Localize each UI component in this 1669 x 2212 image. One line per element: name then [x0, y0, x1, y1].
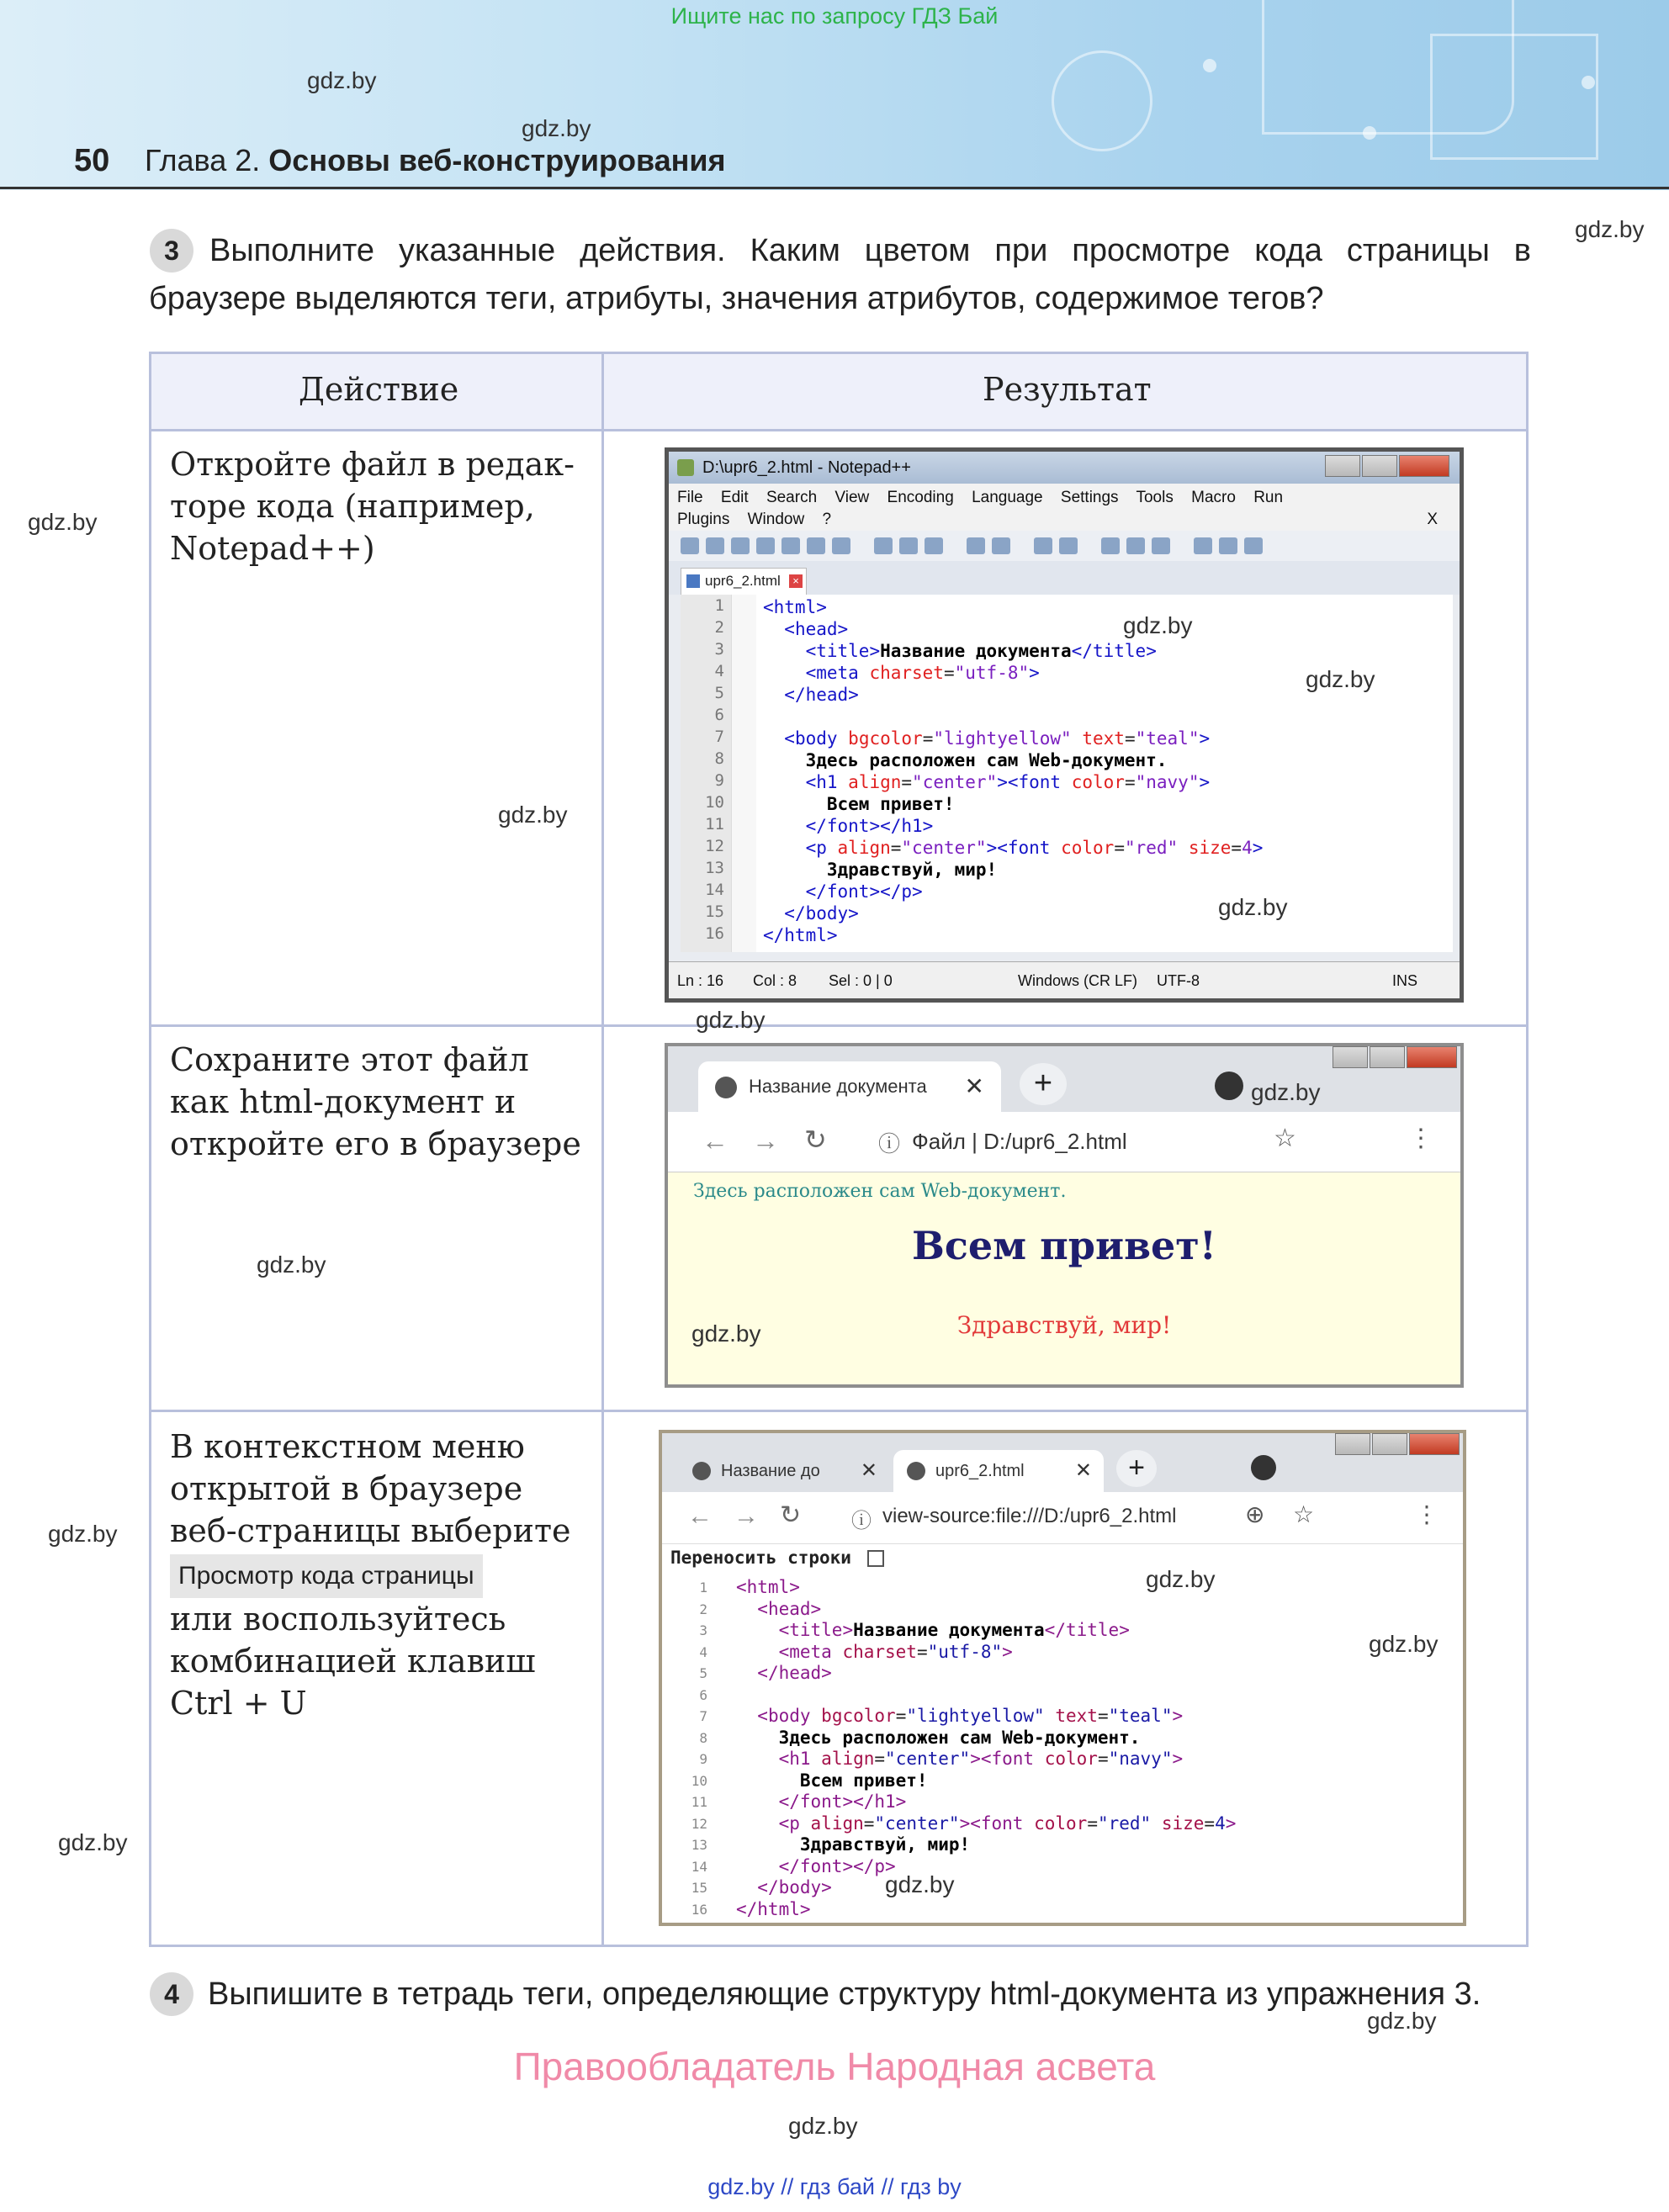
zoom-out-icon[interactable] — [1126, 537, 1145, 554]
back-icon[interactable]: ← — [702, 1125, 729, 1156]
menu-macro[interactable]: Macro — [1191, 489, 1236, 506]
copyright-owner: Правообладатель Народная асвета — [513, 2045, 1156, 2088]
line-number: 9 — [699, 1751, 707, 1767]
menu-window[interactable]: Window — [747, 511, 805, 528]
wrap-icon[interactable] — [1194, 537, 1212, 554]
action-text: или воспользуйтесь комбинацией клавиш Ctrl + U — [170, 1601, 536, 1722]
save-icon[interactable] — [731, 537, 750, 554]
watermark: gdz.by — [307, 67, 377, 93]
menu-file[interactable]: File — [677, 489, 703, 506]
status-encoding: UTF-8 — [1157, 972, 1200, 989]
top-note[interactable]: Ищите нас по запросу ГДЗ Бай — [670, 3, 999, 29]
code-line: </html> — [763, 925, 838, 945]
code-line: Здесь расположен сам Web-документ. — [763, 750, 1168, 770]
tab-label: upr6_2.html — [705, 573, 781, 589]
browser-window — [665, 1043, 1464, 1388]
table-row-3-action — [170, 1426, 591, 1724]
code-line: <h1 align="center"><font color="navy"> — [805, 772, 1211, 792]
status-mode: INS — [1392, 972, 1418, 989]
status-line: Ln : 16 — [677, 972, 724, 989]
source-line: </html> — [736, 1898, 811, 1919]
notepad-title: D:\upr6_2.html - Notepad++ — [702, 458, 911, 477]
watermark: gdz.by — [1369, 1631, 1439, 1657]
line-number: 7 — [714, 728, 724, 746]
source-code-view — [662, 1576, 1463, 1921]
copy-icon[interactable] — [899, 537, 918, 554]
source-line: </body> — [757, 1877, 832, 1897]
notepad-app-icon — [677, 459, 694, 476]
table-header-action: Действие — [299, 371, 459, 408]
source-line: </font></h1> — [778, 1791, 907, 1812]
indent-guide-icon[interactable] — [1219, 537, 1237, 554]
line-number: 8 — [699, 1729, 707, 1746]
line-number: 12 — [691, 1815, 707, 1832]
menu-tools[interactable]: Tools — [1136, 489, 1174, 506]
watermark: gdz.by — [1367, 2008, 1437, 2034]
notepad-toolbar — [669, 531, 1460, 561]
exercise-number-badge: 3 — [150, 229, 193, 273]
circuit-node — [1363, 126, 1376, 140]
notepad-menu-bar — [669, 484, 1460, 531]
line-number: 9 — [714, 771, 724, 790]
address-bar[interactable]: Файл | D:/upr6_2.html — [912, 1129, 1127, 1154]
line-number: 13 — [705, 859, 724, 877]
circuit-decoration — [1052, 50, 1152, 151]
browser-toolbar — [662, 1492, 1463, 1544]
browser-tab-strip — [668, 1046, 1460, 1112]
line-number: 13 — [691, 1837, 707, 1853]
macro-icon[interactable] — [1244, 537, 1263, 554]
table-row-2-action: Сохраните этот файл как html-документ и откройте его в браузере — [170, 1041, 581, 1162]
sync-icon[interactable] — [1152, 537, 1170, 554]
action-text: В контекстном меню открытой в браузере веб-страницы выберите — [170, 1428, 571, 1549]
header-rule — [0, 187, 1669, 189]
row-divider — [151, 1410, 1526, 1412]
maximize-icon[interactable] — [1362, 455, 1397, 477]
line-number: 15 — [705, 902, 724, 921]
line-number: 6 — [714, 706, 724, 724]
undo-icon[interactable] — [967, 537, 985, 554]
code-line: </body> — [784, 903, 859, 923]
window-controls — [1323, 455, 1449, 480]
watermark: gdz.by — [1218, 894, 1288, 920]
status-sel: Sel : 0 | 0 — [829, 972, 893, 989]
notepad-tab-bar — [669, 561, 1460, 595]
replace-icon[interactable] — [1059, 537, 1078, 554]
watermark: gdz.by — [788, 2113, 858, 2139]
line-number: 16 — [691, 1901, 707, 1918]
close-icon[interactable] — [1407, 1046, 1457, 1068]
line-number: 1 — [699, 1580, 707, 1595]
source-line: <meta charset="utf-8"> — [778, 1641, 1013, 1662]
code-line: <head> — [784, 619, 849, 639]
menu-settings[interactable]: Settings — [1060, 489, 1119, 506]
watermark: gdz.by — [696, 1007, 766, 1033]
watermark: gdz.by — [1251, 1079, 1321, 1105]
source-line: <body bgcolor="lightyellow" text="teal"> — [757, 1706, 1184, 1726]
code-line: <body bgcolor="lightyellow" text="teal"> — [784, 728, 1211, 749]
close-icon[interactable] — [1399, 455, 1449, 477]
view-source-menu-item: Просмотр кода страницы — [170, 1554, 483, 1598]
line-number: 8 — [714, 749, 724, 768]
menu-kebab-icon[interactable]: ⋮ — [1408, 1125, 1433, 1152]
exercise-4-text: Выпишите в тетрадь теги, определяющие структуру html-документа из упражнения 3. — [208, 1977, 1481, 2012]
line-number: 15 — [691, 1880, 707, 1896]
address-bar[interactable]: view-source:file:///D:/upr6_2.html — [882, 1505, 1177, 1527]
source-line: Всем привет! — [736, 1770, 928, 1791]
notepad-code-editor[interactable] — [681, 595, 1453, 952]
page-body-text: Здесь расположен сам Web-документ. — [693, 1181, 1067, 1202]
menu-language[interactable]: Language — [972, 489, 1043, 506]
watermark: gdz.by — [885, 1871, 955, 1897]
code-line: </head> — [784, 685, 859, 705]
line-number: 12 — [705, 837, 724, 855]
new-tab-icon[interactable]: + — [1116, 1450, 1157, 1487]
page-paragraph: Здравствуй, мир! — [956, 1311, 1172, 1339]
status-col: Col : 8 — [753, 972, 797, 989]
view-source-window — [659, 1430, 1466, 1926]
line-number: 5 — [714, 684, 724, 702]
row-divider — [151, 1024, 1526, 1027]
tab-close-icon[interactable]: ✕ — [964, 1073, 984, 1099]
notepad-title-bar — [669, 452, 1460, 484]
code-line: Здравствуй, мир! — [763, 860, 998, 880]
page-number: 50 — [74, 143, 110, 178]
menu-edit[interactable]: Edit — [720, 489, 749, 506]
watermark: gdz.by — [48, 1521, 118, 1547]
chapter-prefix: Глава 2. — [145, 143, 261, 177]
minimize-icon[interactable] — [1333, 1046, 1368, 1068]
line-wrap-checkbox[interactable] — [867, 1550, 884, 1567]
browser-toolbar — [668, 1112, 1460, 1172]
watermark: gdz.by — [522, 115, 591, 141]
chapter-title: Основы веб-конструирования — [268, 143, 726, 177]
table-row-1-action: Откройте файл в редакторе кода (например, Notepad++) — [170, 446, 575, 567]
code-line: </font></p> — [805, 881, 923, 902]
forward-icon[interactable]: → — [734, 1502, 759, 1530]
source-line: Здесь расположен сам Web-документ. — [736, 1727, 1141, 1748]
tab-close-icon[interactable]: × — [789, 574, 803, 588]
code-line: <html> — [763, 597, 827, 617]
menu-search[interactable]: Search — [766, 489, 818, 506]
line-number: 1 — [714, 596, 724, 615]
close-icon[interactable] — [1409, 1433, 1460, 1455]
browser-tab-active[interactable] — [893, 1450, 1104, 1492]
close-doc-icon[interactable]: X — [1427, 511, 1438, 528]
watermark: gdz.by — [1575, 216, 1645, 242]
code-line: <p align="center"><font color="red" size=4> — [805, 838, 1264, 858]
paste-icon[interactable] — [925, 537, 943, 554]
globe-icon — [715, 1077, 737, 1098]
status-eol: Windows (CR LF) — [1018, 972, 1138, 989]
reload-icon[interactable]: ↻ — [804, 1125, 827, 1155]
source-line: </font></p> — [778, 1855, 896, 1876]
watermark: gdz.by — [1306, 666, 1375, 692]
new-file-icon[interactable] — [681, 537, 699, 554]
fold-margin — [731, 595, 756, 952]
find-icon[interactable] — [1034, 537, 1052, 554]
code-line: </font></h1> — [805, 816, 934, 836]
menu-kebab-icon[interactable]: ⋮ — [1415, 1501, 1439, 1527]
forward-icon[interactable]: → — [752, 1125, 779, 1156]
line-number: 2 — [714, 618, 724, 637]
tab-upr6-2[interactable] — [681, 568, 807, 595]
line-number: 2 — [699, 1601, 707, 1617]
minimize-icon[interactable] — [1335, 1433, 1370, 1455]
profile-icon[interactable] — [1251, 1455, 1276, 1480]
circuit-decoration — [1430, 34, 1598, 160]
save-all-icon[interactable] — [756, 537, 775, 554]
circuit-node — [1203, 59, 1216, 72]
line-number: 14 — [705, 881, 724, 899]
reload-icon[interactable]: ↻ — [780, 1501, 802, 1529]
profile-icon[interactable] — [1215, 1072, 1243, 1100]
redo-icon[interactable] — [992, 537, 1010, 554]
line-number: 11 — [691, 1794, 707, 1810]
line-number: 14 — [691, 1858, 707, 1875]
menu-encoding[interactable]: Encoding — [887, 489, 954, 506]
browser-tab-strip — [662, 1433, 1463, 1492]
close-all-icon[interactable] — [807, 537, 825, 554]
column-divider — [601, 354, 604, 1945]
watermark: gdz.by — [1123, 612, 1193, 638]
watermark: gdz.by — [1146, 1566, 1216, 1592]
circuit-node — [1582, 76, 1595, 89]
source-line: Здравствуй, мир! — [736, 1834, 971, 1855]
globe-icon — [692, 1462, 711, 1480]
watermark: gdz.by — [498, 802, 568, 828]
line-wrap-option[interactable] — [670, 1548, 884, 1568]
minimize-icon[interactable] — [1325, 455, 1360, 477]
new-tab-icon[interactable]: + — [1020, 1063, 1067, 1105]
line-number: 6 — [699, 1686, 707, 1703]
zoom-icon[interactable]: ⊕ — [1245, 1501, 1265, 1527]
source-line: <head> — [757, 1598, 822, 1619]
close-file-icon[interactable] — [782, 537, 800, 554]
window-controls — [1331, 1046, 1457, 1072]
table-header-result: Результат — [983, 371, 1152, 408]
page-heading: Всем привет! — [911, 1223, 1216, 1268]
browser-tab[interactable] — [698, 1061, 1001, 1112]
menu-help[interactable]: ? — [822, 511, 832, 528]
menu-plugins[interactable]: Plugins — [677, 511, 730, 528]
browser-tab-title: Название документа — [749, 1076, 927, 1097]
bookmark-star-icon[interactable]: ☆ — [1274, 1125, 1296, 1152]
tab-title: Название до — [721, 1462, 820, 1480]
print-icon[interactable] — [832, 537, 850, 554]
code-line: <title>Название документа</title> — [805, 641, 1157, 661]
line-number: 4 — [714, 662, 724, 680]
source-line: <html> — [736, 1577, 800, 1597]
open-file-icon[interactable] — [706, 537, 724, 554]
browser-tab-inactive[interactable] — [679, 1450, 889, 1492]
chapter-heading — [145, 143, 726, 178]
watermark: gdz.by — [28, 509, 98, 535]
line-number: 10 — [691, 1772, 707, 1789]
tab-close-icon[interactable]: ✕ — [1074, 1459, 1092, 1482]
cut-icon[interactable] — [874, 537, 893, 554]
back-icon[interactable]: ← — [687, 1502, 713, 1530]
code-line: <meta charset="utf-8"> — [805, 663, 1040, 683]
line-number: 3 — [699, 1622, 707, 1638]
window-controls — [1333, 1433, 1460, 1458]
tab-close-icon[interactable]: ✕ — [860, 1459, 877, 1482]
line-number: 11 — [705, 815, 724, 833]
watermark: gdz.by — [58, 1829, 128, 1855]
line-number: 4 — [699, 1643, 707, 1660]
zoom-in-icon[interactable] — [1101, 537, 1120, 554]
exercise-3-text: Выполните указанные действия. Каким цветом при просмотре кода страницы в браузере выделяются теги, атрибуты, значения атрибутов, содержимое тегов? — [149, 233, 1531, 316]
line-number: 10 — [705, 793, 724, 812]
file-icon — [686, 574, 700, 588]
globe-icon — [907, 1462, 925, 1480]
source-line: <p align="center"><font color="red" size=4> — [778, 1812, 1237, 1834]
line-number: 7 — [699, 1708, 707, 1724]
source-line: <title>Название документа</title> — [778, 1620, 1130, 1640]
footer-links[interactable]: gdz.by // гдз бай // гдз by — [707, 2174, 962, 2199]
exercise-number-badge: 4 — [150, 1972, 193, 2016]
info-icon: ⓘ — [878, 1131, 901, 1156]
menu-view[interactable]: View — [834, 489, 870, 506]
line-number: 5 — [699, 1665, 707, 1681]
source-line: </head> — [757, 1663, 832, 1683]
watermark: gdz.by — [257, 1252, 326, 1278]
maximize-icon[interactable] — [1372, 1433, 1407, 1455]
menu-run[interactable]: Run — [1253, 489, 1284, 506]
watermark: gdz.by — [691, 1320, 761, 1347]
bookmark-star-icon[interactable]: ☆ — [1293, 1501, 1315, 1527]
maximize-icon[interactable] — [1370, 1046, 1405, 1068]
tab-title: upr6_2.html — [935, 1462, 1025, 1480]
line-number: 3 — [714, 640, 724, 659]
code-line: Всем привет! — [763, 794, 955, 814]
info-icon: ⓘ — [851, 1510, 872, 1532]
line-wrap-label: Переносить строки — [670, 1548, 851, 1568]
line-number: 16 — [705, 924, 724, 943]
notepad-status-bar — [669, 961, 1460, 998]
notepad-window — [665, 447, 1464, 1003]
source-line: <h1 align="center"><font color="navy"> — [778, 1749, 1184, 1769]
